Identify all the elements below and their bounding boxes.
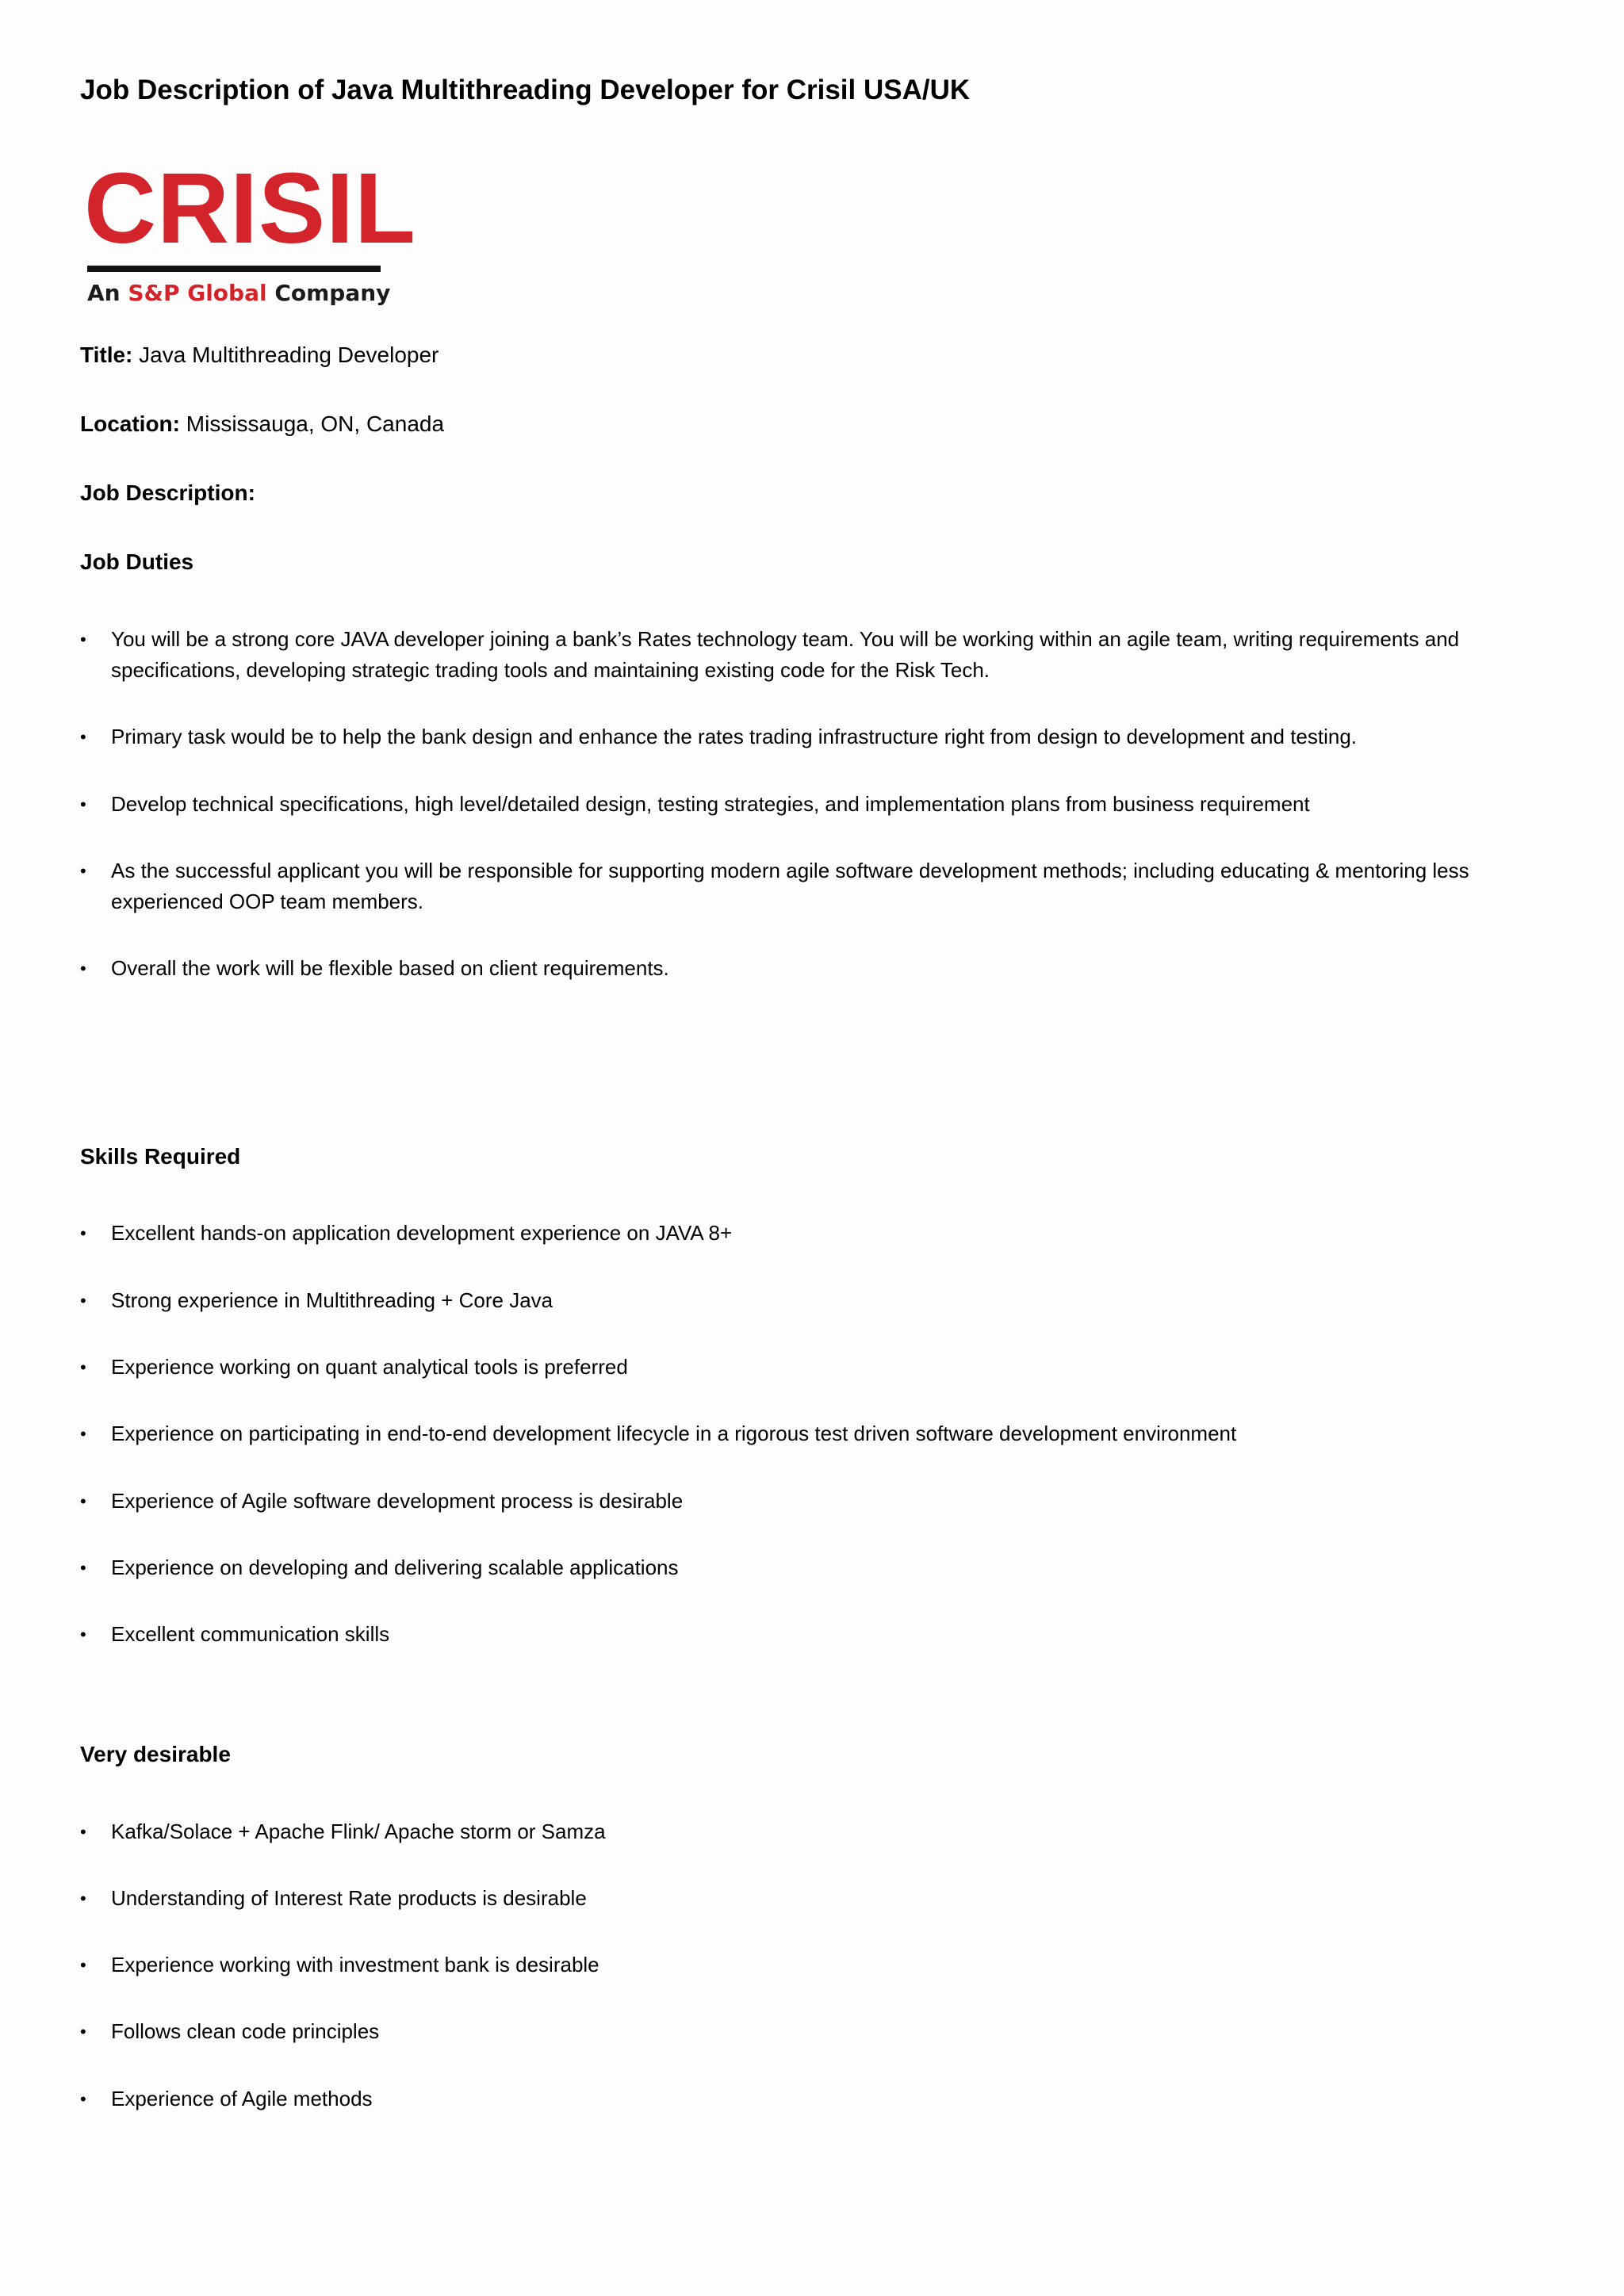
list-item xyxy=(80,1816,1507,1847)
list-item-text: Experience on participating in end-to-end development lifecycle in a rigorous test driven software development environment xyxy=(111,1422,1237,1445)
bullet-icon: • xyxy=(80,1357,86,1377)
list-item-text: Develop technical specifications, high level/detailed design, testing strategies, and implementation plans from business requirement xyxy=(111,792,1310,816)
location-value: Mississauga, ON, Canada xyxy=(180,411,445,436)
list-item-text: Follows clean code principles xyxy=(111,2019,380,2043)
list-item-text: Excellent hands-on application development experience on JAVA 8+ xyxy=(111,1221,733,1245)
bullet-icon: • xyxy=(80,861,86,881)
list-item-text: Primary task would be to help the bank design and enhance the rates trading infrastructure right from design to development and testing. xyxy=(111,725,1358,748)
list-item xyxy=(80,2016,1507,2047)
bullet-icon: • xyxy=(80,1291,86,1311)
list-item xyxy=(80,1950,1507,1980)
bullet-icon: • xyxy=(80,1822,86,1842)
job-title-field xyxy=(80,341,439,369)
list-item-text: Experience working with investment bank is desirable xyxy=(111,1953,599,1976)
skills-required-heading: Skills Required xyxy=(80,1144,241,1169)
location-field xyxy=(80,410,444,438)
list-item-text: Excellent communication skills xyxy=(111,1622,390,1646)
list-item xyxy=(80,2084,1507,2114)
list-item xyxy=(80,1418,1507,1449)
list-item xyxy=(80,1352,1507,1383)
logo-wordmark: CRISIL xyxy=(84,152,417,264)
job-title-label: Title: xyxy=(80,342,133,367)
bullet-icon: • xyxy=(80,959,86,978)
job-title-value: Java Multithreading Developer xyxy=(132,342,439,367)
crisil-logo xyxy=(84,152,417,309)
list-item xyxy=(80,1486,1507,1517)
list-item-text: Understanding of Interest Rate products is desirable xyxy=(111,1886,587,1910)
logo-rule xyxy=(87,266,381,272)
list-item xyxy=(80,1619,1507,1650)
bullet-icon: • xyxy=(80,1558,86,1578)
bullet-icon: • xyxy=(80,727,86,747)
list-item xyxy=(80,624,1507,686)
list-item-text: Kafka/Solace + Apache Flink/ Apache storm or Samza xyxy=(111,1820,606,1843)
logo-tagline-brand: S&P Global xyxy=(128,280,267,306)
list-item-text: Experience of Agile methods xyxy=(111,2087,373,2110)
list-item-text: Overall the work will be flexible based on client requirements. xyxy=(111,956,669,980)
bullet-icon: • xyxy=(80,1424,86,1444)
bullet-icon: • xyxy=(80,629,86,649)
bullet-icon: • xyxy=(80,1491,86,1511)
list-item-text: Experience on developing and delivering scalable applications xyxy=(111,1556,679,1579)
bullet-icon: • xyxy=(80,2022,86,2042)
list-item xyxy=(80,721,1507,752)
list-item xyxy=(80,1285,1507,1316)
page-title: Job Description of Java Multithreading Developer for Crisil USA/UK xyxy=(80,75,971,105)
bullet-icon: • xyxy=(80,1888,86,1908)
list-item-text: Experience working on quant analytical tools is preferred xyxy=(111,1355,628,1379)
logo-tagline-suffix: Company xyxy=(266,280,391,306)
list-item-text: As the successful applicant you will be responsible for supporting modern agile software development methods; including educating & mentoring less experienced OOP team members. xyxy=(111,859,1469,913)
very-desirable-heading: Very desirable xyxy=(80,1742,231,1766)
list-item-text: You will be a strong core JAVA developer joining a bank’s Rates technology team. You will be working within an agile team, writing requirements and specifications, developing strategic trading tools and maintaining existing code for the Risk Tech. xyxy=(111,627,1460,682)
bullet-icon: • xyxy=(80,2089,86,2109)
list-item xyxy=(80,789,1507,820)
bullet-icon: • xyxy=(80,1624,86,1644)
list-item xyxy=(80,1218,1507,1249)
list-item xyxy=(80,1552,1507,1583)
logo-tagline-prefix: An xyxy=(87,280,128,306)
list-item-text: Experience of Agile software development process is desirable xyxy=(111,1489,684,1513)
bullet-icon: • xyxy=(80,794,86,814)
location-label: Location: xyxy=(80,411,180,436)
job-description-heading: Job Description: xyxy=(80,480,255,505)
job-duties-heading: Job Duties xyxy=(80,549,194,574)
list-item xyxy=(80,855,1507,917)
logo-tagline xyxy=(87,280,390,307)
list-item xyxy=(80,953,1507,984)
list-item xyxy=(80,1883,1507,1914)
bullet-icon: • xyxy=(80,1955,86,1975)
list-item-text: Strong experience in Multithreading + Core Java xyxy=(111,1288,553,1312)
bullet-icon: • xyxy=(80,1223,86,1243)
